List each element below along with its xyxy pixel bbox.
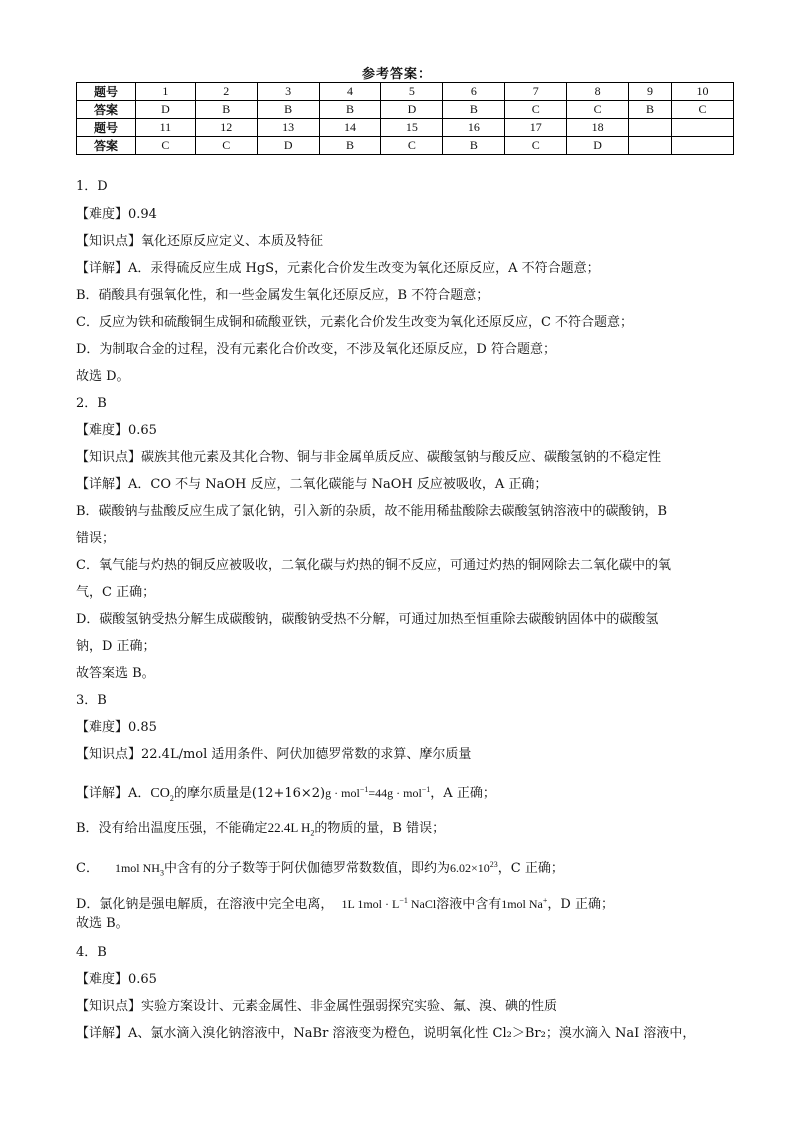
row-header: 答案: [77, 137, 136, 155]
table-cell: D: [567, 137, 629, 155]
formula-co2: $CO_2$: [150, 786, 174, 803]
table-cell: [671, 137, 733, 155]
unit-g-per-mol: g · mol$^{-1}$: [325, 785, 369, 800]
page-title: 参考答案：: [361, 67, 432, 82]
table-cell: B: [195, 101, 257, 119]
table-cell: 4: [319, 83, 381, 101]
table-cell: 3: [257, 83, 319, 101]
table-cell: 18: [567, 119, 629, 137]
table-cell: B: [319, 101, 381, 119]
text-line: 【知识点】碳族其他元素及其化合物、铜与非金属单质反应、碳酸氢钠与酸反应、碳酸氢钠的不稳定性: [76, 450, 662, 465]
text-line: C．氧气能与灼热的铜反应被吸收，二氧化碳与灼热的铜不反应，可通过灼热的铜网除去二氧化碳中的氧: [76, 558, 671, 573]
text-line: 【难度】0.65: [76, 972, 157, 987]
text-line: 【难度】0.65: [76, 423, 157, 438]
text-line: 【知识点】22.4L/mol 适用条件、阿伏加德罗常数的求算、摩尔质量: [76, 747, 472, 762]
q3-line-c: C． 1mol $NH_3$中含有的分子数等于阿伏伽德罗常数数值，即约为$6.02\times 10^{23}$，C 正确；: [76, 860, 564, 878]
text-line: C．反应为铁和硫酸铜生成铜和硫酸亚铁，元素化合价发生改变为氧化还原反应，C 不符合题意；: [76, 315, 634, 330]
table-cell: 14: [319, 119, 381, 137]
text-line: 【难度】0.94: [76, 207, 157, 222]
value-44g-per-mol: 44g · mol$^{-1}$: [375, 785, 431, 800]
formula-1mol-NH3: 1mol $NH_3$: [114, 861, 164, 878]
table-cell: 11: [136, 119, 196, 137]
answer-table: [76, 82, 734, 155]
text-line: 【知识点】实验方案设计、元素金属性、非金属性强弱探究实验、氟、溴、碘的性质: [76, 999, 558, 1014]
table-cell: B: [257, 101, 319, 119]
table-cell: 13: [257, 119, 319, 137]
table-cell: 17: [505, 119, 567, 137]
row-header: 题号: [77, 119, 136, 137]
table-cell: 12: [195, 119, 257, 137]
table-row: [77, 119, 734, 137]
table-cell: 15: [381, 119, 443, 137]
text-line: 【难度】0.85: [76, 720, 157, 735]
table-cell: B: [443, 101, 505, 119]
table-cell: D: [381, 101, 443, 119]
table-cell: C: [505, 137, 567, 155]
table-cell: C: [381, 137, 443, 155]
row-header: 答案: [77, 101, 136, 119]
table-cell: 2: [195, 83, 257, 101]
table-cell: C: [136, 137, 196, 155]
table-cell: 7: [505, 83, 567, 101]
text-line: B．硝酸具有强氧化性，和一些金属发生氧化还原反应，B 不符合题意；: [76, 288, 490, 303]
q3-line-d: D．氯化钠是强电解质，在溶液中完全电离， 1L $1mol \cdot L^{-1}$ NaCl溶液中含有1mol Na+，D 正确；: [76, 896, 614, 912]
q3-line-a: 【详解】A．$CO_2$的摩尔质量是(12+16×2)g · mol$^{-1}$=44g · mol$^{-1}$，A 正确；: [76, 785, 496, 803]
table-cell: C: [195, 137, 257, 155]
text-line: 气，C 正确；: [76, 585, 156, 600]
text-line: B．碳酸钠与盐酸反应生成了氯化钠，引入新的杂质，故不能用稀盐酸除去碳酸氢钠溶液中的碳酸钠，B: [76, 504, 668, 519]
formula-nacl-solution: 1L $1mol \cdot L^{-1}$ NaCl: [341, 896, 437, 911]
formula-na-ion: 1mol Na+: [501, 896, 548, 911]
table-cell: D: [257, 137, 319, 155]
table-cell: B: [443, 137, 505, 155]
text-line: 【详解】A．CO 不与 NaOH 反应，二氧化碳能与 NaOH 反应被吸收，A 正确；: [76, 477, 548, 492]
row-header: 题号: [77, 83, 136, 101]
table-cell: 1: [136, 83, 196, 101]
table-row: [77, 101, 734, 119]
table-cell: [629, 119, 672, 137]
text-line: 1．D: [76, 179, 108, 194]
table-cell: C: [671, 101, 733, 119]
text-line: D．碳酸氢钠受热分解生成碳酸钠，碳酸钠受热不分解，可通过加热至恒重除去碳酸钠固体中的碳酸氢: [76, 612, 659, 627]
formula-22-4L-H2: 22.4L $H_2$: [267, 820, 315, 838]
avogadro-value: $6.02\times 10^{23}$: [449, 860, 498, 875]
table-cell: C: [567, 101, 629, 119]
table-row: [77, 137, 734, 155]
table-cell: B: [629, 101, 672, 119]
text-line: 2．B: [76, 396, 107, 411]
text-line: 钠，D 正确；: [76, 639, 156, 654]
text-line: 3．B: [76, 693, 107, 708]
table-cell: C: [505, 101, 567, 119]
table-cell: [671, 119, 733, 137]
text-line: 【知识点】氧化还原反应定义、本质及特征: [76, 234, 324, 249]
text-line: 【详解】A．汞得硫反应生成 HgS，元素化合价发生改变为氧化还原反应，A 不符合题意；: [76, 261, 600, 276]
q3-line-b: B．没有给出温度压强，不能确定22.4L $H_2$的物质的量，B 错误；: [76, 820, 446, 838]
text-line: 故选 D。: [76, 369, 130, 384]
table-cell: 8: [567, 83, 629, 101]
text-line: 错误；: [76, 531, 116, 546]
table-cell: 10: [671, 83, 733, 101]
text-line: 故答案选 B。: [76, 666, 155, 681]
table-cell: B: [319, 137, 381, 155]
table-cell: D: [136, 101, 196, 119]
table-cell: 5: [381, 83, 443, 101]
table-row: [77, 83, 734, 101]
text-line: 4．B: [76, 945, 107, 960]
text-line: D．为制取合金的过程，没有元素化合价改变，不涉及氧化还原反应，D 符合题意；: [76, 342, 556, 357]
table-cell: 6: [443, 83, 505, 101]
table-cell: 16: [443, 119, 505, 137]
text-line: 【详解】A、氯水滴入溴化钠溶液中，NaBr 溶液变为橙色，说明氧化性 Cl₂＞Br₂；溴水滴入 NaI 溶液中，: [76, 1026, 696, 1041]
text-line: 故选 B。: [76, 916, 129, 931]
table-cell: 9: [629, 83, 672, 101]
table-cell: [629, 137, 672, 155]
